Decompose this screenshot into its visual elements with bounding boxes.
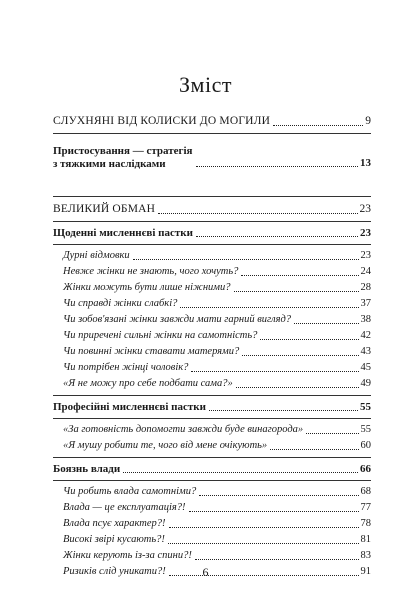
toc-item[interactable] bbox=[53, 548, 371, 564]
toc-item[interactable] bbox=[53, 360, 371, 376]
toc-item-page: 68 bbox=[360, 486, 371, 497]
toc-item[interactable] bbox=[53, 280, 371, 296]
toc-item-label: Чи повинні жінки ставати матерями? bbox=[63, 346, 240, 357]
toc-chapter-3-page: 55 bbox=[360, 401, 371, 413]
toc-part-1-page: 9 bbox=[365, 115, 371, 127]
leader-dots bbox=[199, 495, 358, 496]
toc-item[interactable] bbox=[53, 328, 371, 344]
leader-dots bbox=[306, 433, 358, 434]
leader-dots bbox=[168, 543, 359, 544]
toc-item-label: «Я не можу про себе подбати сама?» bbox=[63, 378, 233, 389]
leader-dots bbox=[195, 559, 359, 560]
toc-item-label: Жінки можуть бути лише ніжними? bbox=[63, 282, 231, 293]
toc-item[interactable] bbox=[53, 312, 371, 328]
toc-item-page: 24 bbox=[360, 266, 371, 277]
section-rule bbox=[53, 244, 371, 245]
toc-item-label: «Я мушу робити те, чого від мене очікують» bbox=[63, 440, 268, 451]
toc-item[interactable] bbox=[53, 344, 371, 360]
toc-item-page: 83 bbox=[360, 550, 371, 561]
toc-chapter-1-label bbox=[53, 145, 193, 171]
leader-dots bbox=[158, 213, 357, 214]
toc-item[interactable] bbox=[53, 264, 371, 280]
toc-chapter-1-page: 13 bbox=[360, 157, 371, 169]
toc-part-2-page: 23 bbox=[359, 203, 371, 215]
toc-item-page: 81 bbox=[360, 534, 371, 545]
toc-item[interactable] bbox=[53, 296, 371, 312]
toc-item[interactable] bbox=[53, 500, 371, 516]
toc-chapter-2-page: 23 bbox=[360, 227, 371, 239]
leader-dots bbox=[191, 371, 358, 372]
leader-dots bbox=[123, 472, 358, 473]
toc-item[interactable] bbox=[53, 248, 371, 264]
toc-item-label: Чи приречені сильні жінки на самотність? bbox=[63, 330, 258, 341]
toc-item-page: 60 bbox=[360, 440, 371, 451]
leader-dots bbox=[260, 339, 358, 340]
leader-dots bbox=[294, 323, 358, 324]
toc-chapter-2-label: Щоденні мисленнєві пастки bbox=[53, 227, 193, 239]
toc-chapter-3[interactable] bbox=[53, 399, 371, 415]
toc-chapter-2[interactable] bbox=[53, 225, 371, 241]
toc-item-label: Невже жінки не знають, чого хочуть? bbox=[63, 266, 239, 277]
section-rule bbox=[53, 480, 371, 481]
leader-dots bbox=[236, 387, 359, 388]
toc-item[interactable] bbox=[53, 484, 371, 500]
toc-item-page: 43 bbox=[360, 346, 371, 357]
page-number: 6 bbox=[202, 565, 209, 579]
toc-item-page: 45 bbox=[360, 362, 371, 373]
toc-item-page: 49 bbox=[360, 378, 371, 389]
section-rule bbox=[53, 196, 371, 197]
section-rule bbox=[53, 395, 371, 396]
leader-dots bbox=[196, 236, 358, 237]
leader-dots bbox=[241, 275, 358, 276]
toc-item-label: Чи потрібен жінці чоловік? bbox=[63, 362, 189, 373]
toc-item-page: 38 bbox=[360, 314, 371, 325]
toc-item-label: Влада псує характер?! bbox=[63, 518, 166, 529]
toc-item-page: 42 bbox=[360, 330, 371, 341]
leader-dots bbox=[234, 291, 359, 292]
toc-item-label: Чи зобов'язані жінки завжди мати гарний вигляд? bbox=[63, 314, 292, 325]
toc-chapter-1[interactable] bbox=[53, 141, 371, 171]
toc-item[interactable] bbox=[53, 376, 371, 392]
toc-item-label: Чи справді жінки слабкі? bbox=[63, 298, 178, 309]
leader-dots bbox=[180, 307, 358, 308]
toc-item-page: 23 bbox=[360, 250, 371, 261]
toc-chapter-1-line2: з тяжкими наслідками bbox=[53, 158, 166, 170]
toc-item-page: 55 bbox=[360, 424, 371, 435]
toc-item[interactable] bbox=[53, 438, 371, 454]
toc-item-label: Жінки керують із-за спини?! bbox=[63, 550, 192, 561]
toc-part-2-label: ВЕЛИКИЙ ОБМАН bbox=[53, 203, 156, 215]
toc-chapter-1-line1: Пристосування — стратегія bbox=[53, 145, 193, 157]
toc-chapter-3-label: Професійні мисленнєві пастки bbox=[53, 401, 206, 413]
toc-item-page: 37 bbox=[360, 298, 371, 309]
toc-item-label: Дурні відмовки bbox=[63, 250, 130, 261]
toc-item[interactable] bbox=[53, 516, 371, 532]
leader-dots bbox=[133, 259, 359, 260]
toc-item-page: 77 bbox=[360, 502, 371, 513]
toc-item-label: Ризиків слід уникати?! bbox=[63, 566, 166, 577]
table-of-contents bbox=[53, 112, 371, 580]
toc-part-1[interactable] bbox=[53, 112, 371, 130]
leader-dots bbox=[196, 166, 359, 167]
toc-chapter-4[interactable] bbox=[53, 461, 371, 477]
section-rule bbox=[53, 133, 371, 134]
toc-item-page: 28 bbox=[360, 282, 371, 293]
toc-item-label: «За готовність допомогти завжди буде винагорода» bbox=[63, 424, 304, 435]
toc-item-label: Влада — це експлуатація?! bbox=[63, 502, 186, 513]
leader-dots bbox=[169, 527, 359, 528]
section-rule bbox=[53, 418, 371, 419]
page-title: Зміст bbox=[179, 72, 232, 97]
toc-item-label: Чи робить влада самотніми? bbox=[63, 486, 197, 497]
toc-part-1-label: СЛУХНЯНІ ВІД КОЛИСКИ ДО МОГИЛИ bbox=[53, 115, 271, 127]
leader-dots bbox=[270, 449, 358, 450]
leader-dots bbox=[189, 511, 359, 512]
toc-item-label: Високі звірі кусають?! bbox=[63, 534, 165, 545]
toc-item-page: 78 bbox=[360, 518, 371, 529]
leader-dots bbox=[209, 410, 358, 411]
toc-part-2[interactable] bbox=[53, 200, 371, 218]
section-rule bbox=[53, 221, 371, 222]
toc-item-page: 91 bbox=[360, 566, 371, 577]
toc-chapter-4-page: 66 bbox=[360, 463, 371, 475]
toc-item[interactable] bbox=[53, 422, 371, 438]
leader-dots bbox=[273, 125, 363, 126]
toc-item[interactable] bbox=[53, 532, 371, 548]
leader-dots bbox=[242, 355, 358, 356]
section-rule bbox=[53, 457, 371, 458]
toc-chapter-4-label: Боязнь влади bbox=[53, 463, 121, 475]
